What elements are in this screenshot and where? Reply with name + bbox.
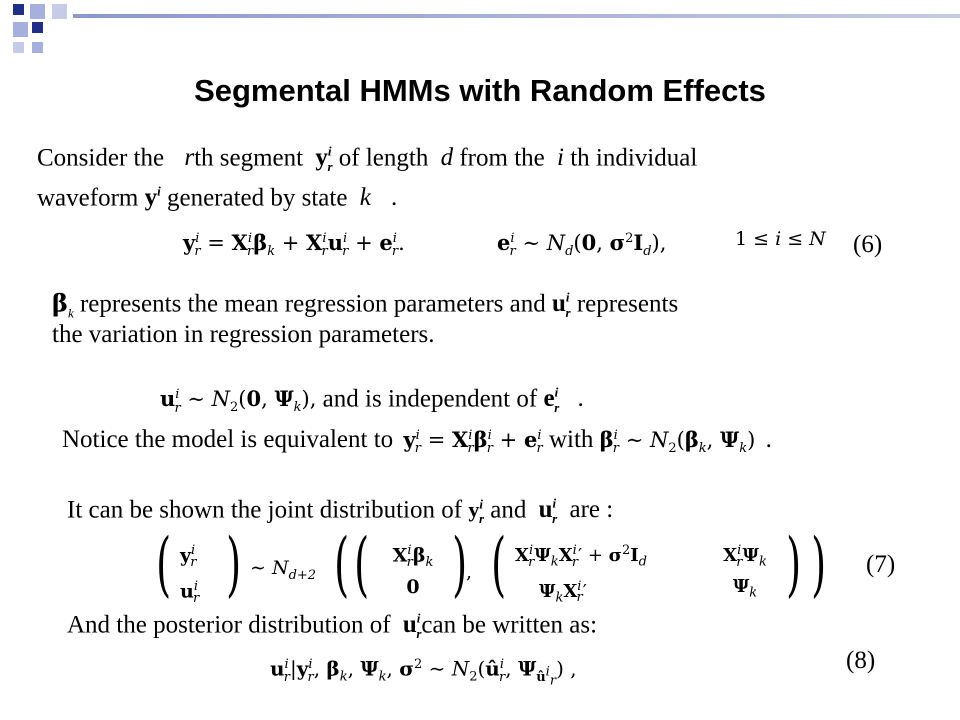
beta-line-2: the variation in regression parameters. — [52, 321, 435, 348]
equation-6: $y^i_r = X^i_r\beta_k + X^i_ru^i_r + e^i_r$. — [183, 230, 405, 260]
u-distribution-line: $u^i_r$ ∼ $N_2(0$, $\Psi_k$), and is independent of $e^i_r$ . — [160, 385, 584, 416]
equation-8: $u^i_r|y^i_r$, $\beta_k$, $\Psi_k$, $\sigma^2$ ∼ $N_2(û^i_r$, $\Psi_{û^i_r}$) , — [270, 656, 577, 689]
equation-6-noise: $e^i_r$ ∼ $N_d(0$, $\sigma^2I_d$), — [497, 230, 667, 260]
slide-title: Segmental HMMs with Random Effects — [194, 73, 766, 108]
equation-8-number: (8) — [846, 647, 876, 674]
equation-6-range: 1 ≤ i ≤ N — [735, 228, 826, 250]
equation-6-number: (6) — [853, 231, 883, 258]
joint-line: It can be shown the joint distribution of $y^i_r$ and $u^i_r$ are : — [67, 496, 614, 527]
equation-7-number: (7) — [866, 551, 896, 578]
beta-line-1: $\beta_k$ represents the mean regression parameters and $u^i_r$ represents — [52, 288, 679, 321]
notice-line: Notice the model is equivalent to $y^i_r = X^i_r\beta^i_r + e^i_r$ with $\beta^i_r$ ∼ $N_2(\beta_k$, $\Psi_k$) . — [62, 426, 772, 457]
corner-decoration — [0, 0, 100, 60]
intro-line-2: waveform $y^i$ generated by state k . — [37, 184, 398, 212]
posterior-line: And the posterior distribution of $u^i_rcan$ be written as: — [67, 611, 598, 642]
intro-line-1: Consider the rth segment $y^i_r$ of length d from the i th individual — [37, 144, 698, 175]
header-bar — [73, 14, 960, 18]
